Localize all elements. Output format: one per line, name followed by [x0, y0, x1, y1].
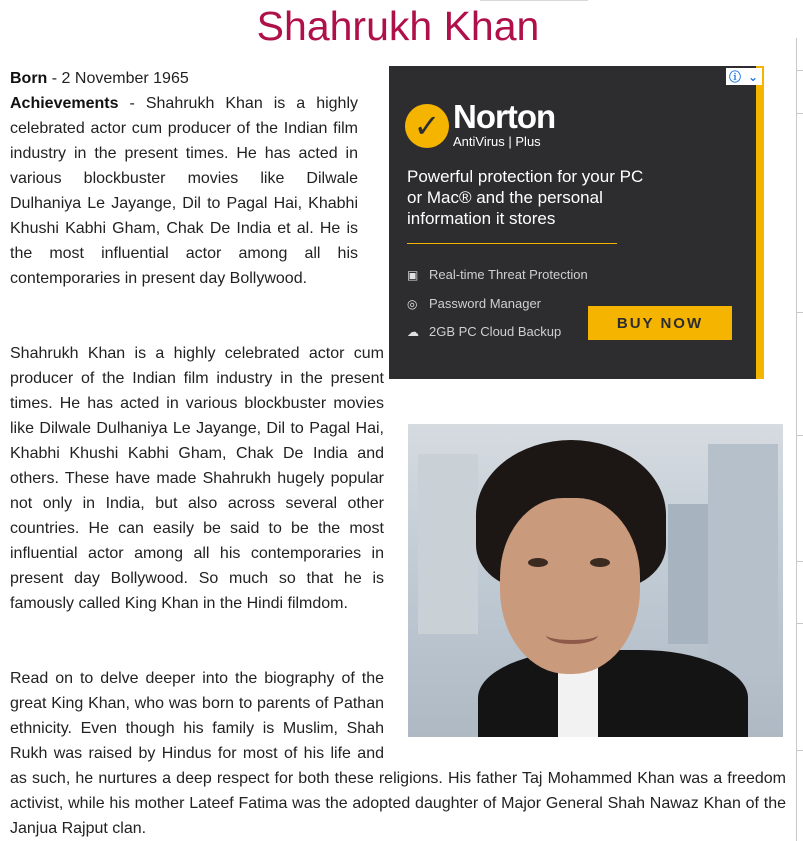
- shahrukh-khan-photo: [408, 424, 783, 737]
- ad-divider: [407, 243, 617, 244]
- photo-smile: [546, 626, 598, 644]
- photo-jacket: [478, 650, 748, 737]
- ad-feature: [407, 296, 541, 312]
- buy-now-button[interactable]: BUY NOW: [588, 306, 732, 340]
- scrollbar-tick: [797, 113, 803, 114]
- intro-paragraph: [10, 66, 358, 291]
- lock-icon: ◎: [407, 297, 418, 311]
- ad-feature-label: Real-time Threat Protection: [429, 267, 588, 282]
- chevron-down-icon[interactable]: ⌄: [747, 69, 759, 84]
- scrollbar-tick: [797, 312, 803, 313]
- born-label: Born: [10, 70, 48, 87]
- scrollbar-tick: [797, 623, 803, 624]
- scrollbar-track[interactable]: [796, 38, 797, 841]
- ad-feature: [407, 267, 588, 283]
- achievements-label: Achievements: [10, 95, 119, 112]
- ad-product: AntiVirus | Plus: [453, 134, 541, 149]
- scrollbar-tick: [797, 70, 803, 71]
- photo-eye: [528, 558, 548, 567]
- photo-background-building: [708, 444, 778, 664]
- photo-eye: [590, 558, 610, 567]
- born-value: - 2 November 1965: [47, 70, 189, 87]
- shield-icon: ▣: [407, 268, 419, 282]
- photo-face: [500, 498, 640, 674]
- bio-paragraph-2-text: Read on to delve deeper into the biography of the great King Khan, who was born to parents of Pathan ethnicity. Even though his family is Muslim, Shah Rukh was raised by Hindus for most of his life and as such, he nurtures a deep respect for both these religions. His father Taj Mohammed Khan was a freedom activist, while his mother Lateef Fatima was the adopted daughter of Major General Shah Nawaz Khan of the Janjua Rajput clan.: [10, 670, 786, 837]
- norton-checkmark-icon: ✓: [405, 104, 449, 148]
- cloud-icon: ☁: [407, 325, 419, 339]
- scrollbar-tick: [797, 750, 803, 751]
- photo-shirt: [558, 664, 598, 737]
- scrollbar-tick: [797, 561, 803, 562]
- bio-paragraph-1: Shahrukh Khan is a highly celebrated actor cum producer of the Indian film industry in the present times. He has acted in various blockbuster movies like Dilwale Dulhaniya Le Jayange, Dil to Pagal Hai, Khabhi Khushi Kabhi Gham, Chak De India and others. These have made Shahrukh hugely popular not only in India, but also across several other countries. He can easily be said to be the most influential actor among all his contemporaries in present day Bollywood. So much so that he is famously called King Khan in the Hindi filmdom.: [10, 345, 384, 612]
- ad-choices[interactable]: [726, 68, 762, 85]
- photo-background-building: [418, 454, 478, 634]
- ad-headline: Powerful protection for your PC or Mac® and the personal information it stores: [407, 167, 644, 228]
- ad-feature-label: 2GB PC Cloud Backup: [429, 324, 562, 339]
- ad-brand: Norton: [453, 98, 556, 135]
- norton-advertisement[interactable]: [389, 66, 764, 379]
- ad-feature: [407, 324, 561, 340]
- top-divider: [480, 0, 588, 1]
- ad-feature-label: Password Manager: [429, 296, 541, 311]
- scrollbar-tick: [797, 435, 803, 436]
- ad-accent-stripe: [756, 66, 764, 379]
- achievements-text: - Shahrukh Khan is a highly celebrated actor cum producer of the Indian film industry in the present times. He has acted in various blockbuster movies like Dilwale Dulhaniya Le Jayange, Dil to Pagal Hai, Khabhi Khushi Kabhi Gham, Chak De India et al. He is the most influential actor among all his contemporaries in present day Bollywood.: [10, 95, 358, 287]
- page-title: Shahrukh Khan: [256, 3, 540, 49]
- info-icon[interactable]: ⓘ: [728, 70, 741, 84]
- photo-background-building: [668, 504, 708, 644]
